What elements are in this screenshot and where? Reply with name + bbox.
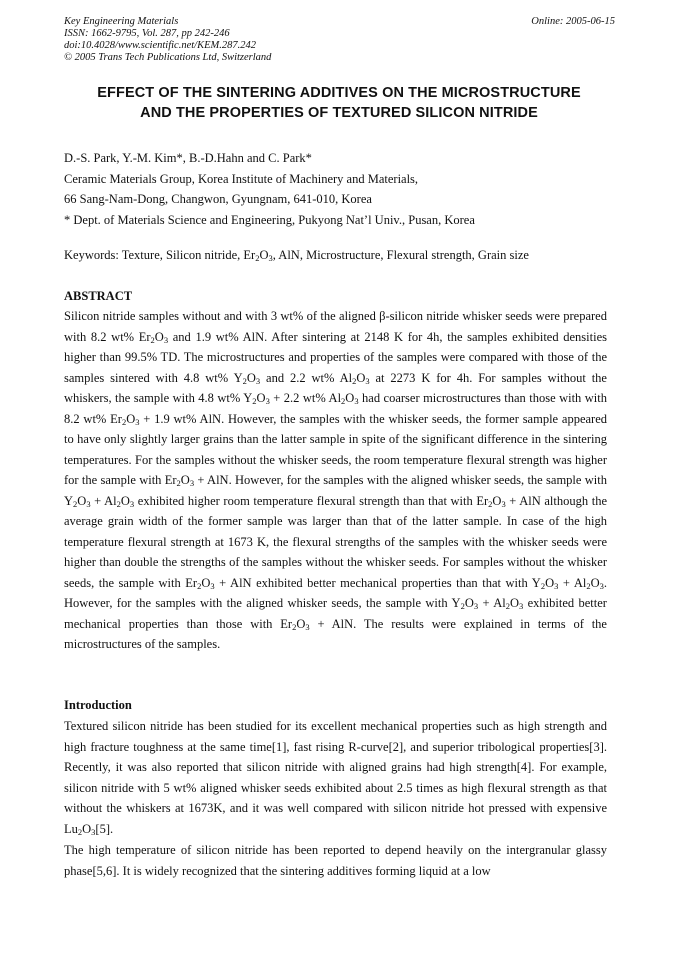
subscript: 2 (121, 416, 127, 427)
title-line-1: EFFECT OF THE SINTERING ADDITIVES ON THE MICROSTRUCTURE (97, 85, 581, 101)
subscript: 2 (150, 334, 155, 345)
subscript: 3 (91, 826, 96, 837)
author-names: D.-S. Park, Y.-M. Kim*, B.-D.Hahn and C. Park* (64, 151, 312, 165)
abstract-text: + 2.2 wt% Al (269, 391, 342, 405)
online-date: Online: 2005-06-15 (531, 16, 615, 27)
abstract-text: + AlN. However, for the samples with the aligned whisker seeds, the sample with Y (64, 473, 607, 508)
intro-text: O (82, 821, 92, 836)
journal-name: Key Engineering Materials (64, 16, 179, 27)
subscript: 2 (488, 498, 493, 509)
abstract-text: Silicon nitride samples without and with 3 wt% of the aligned β-silicon nitride whisker seeds were prepared with 8.2 wt% Er (64, 309, 607, 344)
subscript: 2 (77, 826, 83, 837)
subscript: 2 (197, 580, 202, 591)
abstract-text: O (246, 370, 256, 385)
abstract-text: + 1.9 wt% AlN. However, the samples with the whisker seeds, the former sample appeared to have only slightly larger grains than the latter sample in spite of the significant difference in the sintering temperatures. For the samples without the whisker seeds, the room temperature flexural strength was higher for the sample with Er (64, 411, 607, 487)
abstract-text: O (590, 575, 600, 590)
author-block (64, 148, 475, 230)
abstract-text: O (77, 493, 87, 508)
abstract-text: O (201, 575, 211, 590)
subscript: 2 (116, 498, 121, 509)
affiliation-1: Ceramic Materials Group, Korea Institute of Machinery and Materials, (64, 171, 419, 186)
abstract-text: and 2.2 wt% Al (260, 370, 353, 385)
introduction-paragraph-1 (64, 716, 607, 839)
intro-text: [5]. (95, 821, 114, 836)
subscript: 3 (86, 498, 91, 509)
subscript: 3 (265, 396, 270, 406)
abstract-text: + AlN although the average grain width of the former sample was larger than that of the latter sample. In case of the high temperature flexural strength at 1673 K, the flexural strengths of the samples with the whisker seeds were higher than double the strengths of the samples without the whisker seeds. For samples without the whisker seeds, the sample with Er (64, 493, 607, 590)
title-line-2: AND THE PROPERTIES OF TEXTURED SILICON NITRIDE (140, 105, 538, 121)
abstract-text: O (126, 411, 136, 426)
subscript: 2 (460, 601, 465, 611)
subscript: 3 (554, 580, 559, 591)
subscript: 2 (505, 601, 510, 611)
abstract-text: + AlN exhibited better mechanical properties than that with Y (214, 575, 541, 590)
affiliation-2: 66 Sang-Nam-Dong, Changwon, Gyungnam, 641-010, Korea (64, 192, 372, 206)
doi-line: doi:10.4028/www.scientific.net/KEM.287.242 (64, 40, 256, 51)
subscript: 2 (252, 396, 257, 406)
abstract-text: O (120, 493, 130, 508)
subscript: 3 (268, 253, 273, 263)
copyright-line: © 2005 Trans Tech Publications Ltd, Switzerland (64, 52, 272, 63)
journal-metadata (64, 16, 271, 64)
introduction-heading: Introduction (64, 698, 132, 712)
subscript: 3 (129, 498, 135, 509)
abstract-text: + Al (558, 575, 587, 590)
abstract-text: O (464, 596, 474, 610)
abstract-paragraph (64, 306, 607, 655)
abstract-text: O (492, 493, 502, 508)
subscript: 3 (365, 375, 370, 386)
subscript: 3 (135, 416, 140, 427)
subscript: 3 (354, 396, 359, 406)
abstract-text: exhibited better mechanical properties than those with Er (64, 596, 607, 631)
subscript: 3 (501, 498, 506, 509)
abstract-text: O (180, 473, 190, 487)
subscript: 2 (341, 396, 346, 406)
abstract-text: O (545, 575, 555, 590)
subscript: 2 (255, 253, 260, 263)
abstract-text: exhibited higher room temperature flexural strength than that with Er (134, 493, 489, 508)
abstract-text: + AlN. The results were explained in terms of the microstructures of the samples. (64, 616, 607, 651)
intro-text: Textured silicon nitride has been studied for its excellent mechanical properties such as high strength and high fracture toughness at the same time[1], fast rising R-curve[2], and superior tribological properties[3]. Recently, it was also reported that silicon nitride with aligned grains had high strength[4]. For example, silicon nitride with 5 wt% aligned whisker seeds exhibited about 2.5 times as high flexural strength as that without the whiskers at 1673K, and it was well compared with silicon nitride hot pressed with expensive Lu (64, 719, 607, 836)
affiliation-3: * Dept. of Materials Science and Engineering, Pukyong Nat’l Univ., Pusan, Korea (64, 212, 475, 227)
abstract-text: and 1.9 wt% AlN. After sintering at 2148 K for 4h, the samples exhibited densities higher than 99.5% TD. The microstructures and properties of the samples were compared with those of the samples sintered with 4.8 wt% Y (64, 329, 607, 385)
abstract-text: O (256, 391, 266, 405)
abstract-text: O (345, 391, 355, 405)
subscript: 3 (599, 580, 604, 591)
subscript: 3 (255, 375, 261, 386)
subscript: 2 (242, 375, 247, 386)
subscript: 3 (189, 478, 195, 488)
abstract-text: + Al (90, 493, 117, 508)
abstract-text: at 2273 K for 4h. For samples without the whiskers, the sample with 4.8 wt% Y (64, 370, 607, 405)
introduction-paragraph-2: The high temperature of silicon nitride has been reported to depend heavily on the intergranular glassy phase[5,6]. It is widely recognized that the sintering additives forming liquid at a low (64, 843, 607, 878)
subscript: 2 (292, 621, 297, 632)
abstract-text: O (356, 370, 366, 385)
issn-line: ISSN: 1662-9795, Vol. 287, pp 242-246 (64, 28, 230, 39)
abstract-text: O (509, 596, 519, 610)
subscript: 2 (540, 580, 546, 591)
keywords-text: , AlN, Microstructure, Flexural strength, Grain size (272, 248, 529, 262)
abstract-text: + Al (478, 596, 506, 610)
keywords-text: O (259, 248, 269, 262)
subscript: 2 (352, 375, 357, 386)
abstract-text: O (296, 616, 306, 631)
subscript: 3 (163, 334, 169, 345)
subscript: 2 (176, 478, 181, 488)
subscript: 2 (586, 580, 591, 591)
subscript: 3 (473, 601, 479, 611)
keywords-text: Keywords: Texture, Silicon nitride, Er (64, 248, 256, 262)
subscript: 3 (210, 580, 215, 591)
subscript: 3 (305, 621, 310, 632)
abstract-heading: ABSTRACT (64, 289, 133, 303)
abstract-text: O (154, 329, 164, 344)
subscript: 2 (73, 498, 78, 509)
subscript: 3 (519, 601, 524, 611)
abstract-text: had coarser microstructures than those with with 8.2 wt% Er (64, 391, 607, 426)
paper-title (40, 83, 638, 123)
keywords-line (64, 248, 529, 263)
abstract-text: . However, for the samples with the aligned whisker seeds, the sample with Y (64, 575, 607, 610)
